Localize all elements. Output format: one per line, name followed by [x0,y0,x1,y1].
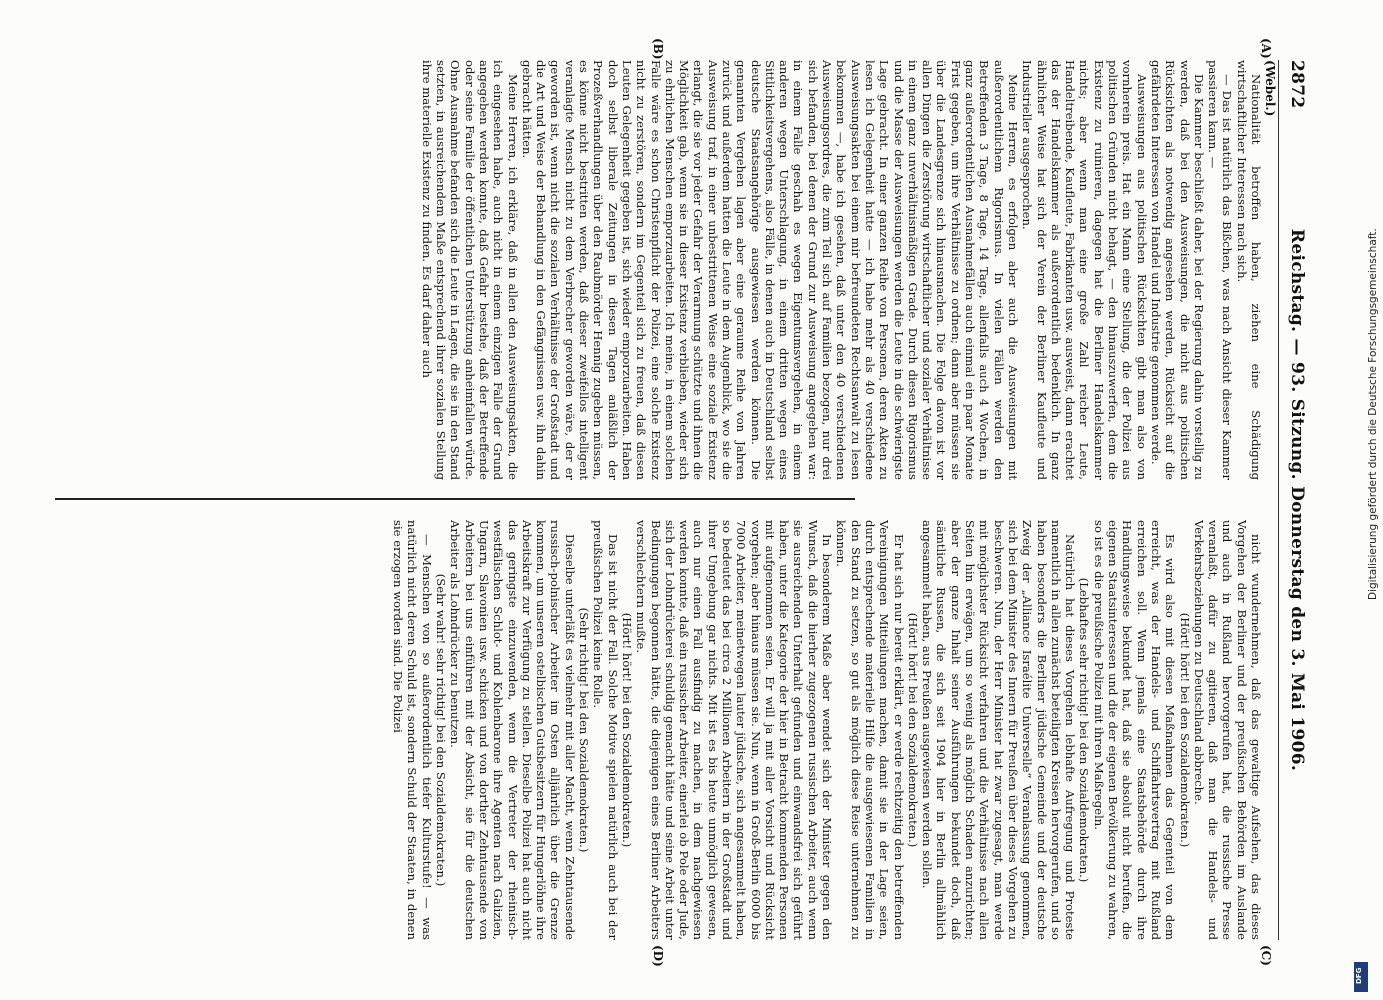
paragraph: — Menschen von so außerordentlich tiefer Kulturstufe! — was natürlich nicht deren Schuld ist, sondern Schuld der Staaten, in denen sie erzogen worden sind. Die Polizei [391,520,434,940]
page-number: 2872 [1287,60,1307,109]
paragraph: Natürlich hat dieses Vorgehen lebhafte Aufregung und Proteste namentlich in allen zunächst beteiligten Kreisen hervorgerufen, und so haben besonders die Berliner jüdische Gemeinde und der deutsche Zweig der „Alliance Israélite Universelle“ Veranlassung genommen, sich bei dem Minister des Innern für Preußen über dieses Vorgehen zu beschweren. Nun, der Herr Minister hat zwar zugesagt, man werde mit möglichster Rücksicht verfahren und die Verhältnisse nach allen Seiten hin erwägen, um so wenig als möglich Schaden anzurichten; aber der ganze Inhalt seiner Ausführungen bekundet doch, daß sämtliche Russen, die sich seit 1904 hier in Berlin allmählich angesammelt haben, aus Preußen ausgewiesen werden sollen. [920,520,1078,940]
dfg-logo [1354,962,1368,992]
paragraph: Meine Herren, ich erkläre, daß in allen den Ausweisungsakten, die ich eingesehen habe, auch nicht in einem einzigen Falle der Grund angegeben werden konnte, daß Gefahr bestehe, daß der Betreffende oder seine Familie der öffentlichen Unterstützung anheimfallen würde. Ohne Ausnahme befanden sich die Leute in Lagen, die sie in den Stand setzten, in ausreichendem Maße entsprechend ihrer sozialen Stellung ihre materielle Existenz zu finden. Es darf daher auch [419,60,520,480]
paragraph: Dieselbe unterläßt es vielmehr mit aller Macht, wenn Zehntausende russisch-polnischer Arbeiter im Osten alljährlich über die Grenze kommen, um unseren ostelbischen Gutsbesitzern für Hungerlöhne ihre Arbeitskraft zur Verfügung zu stellen. Dieselbe Polizei hat auch nicht das geringste einzuwenden, wenn die Vertreter der rheinisch-westfälischen Schlot- und Kohlenbarone ihre Agenten nach Galizien, Ungarn, Slavonien usw. schicken und von dorther Zehntausende von Arbeitern bei uns einführen mit der Absicht, sie für die deutschen Arbeiter als Lohndrücker zu benutzen. [448,520,577,940]
interjection: (Hört! hört! bei den Sozialdemokraten.) [619,612,634,848]
paragraph: Er hat sich nur bereit erklärt, er werde rechtzeitig den betreffenden Vereinigungen Mitteilungen machen, damit sie in der Lage seien, durch entsprechende materielle Hilfe die ausgewiesenen Familien in den Stand zu setzen, so gut als möglich diese Reise unternehmen zu können. [834,520,906,940]
paragraph: Ausweisungen aus politischen Rücksichten gibt man also von vornherein preis. Hat ein Mann eine Stellung, die der Polizei aus politischen Gründen nicht behagt, — den hinauszuwerfen, dem die Existenz zu ruinieren, dagegen hat die Berliner Handelskammer nichts; aber wenn man eine große Zahl reicher Leute, Handeltreibende, Kaufleute, Fabrikanten usw. ausweist, dann erachtet das der Handelskammer als außerordentlich bedenklich. In ganz ähnlicher Weise hat sich der Verein der Berliner Kaufleute und Industrieller ausgesprochen. [1020,60,1149,480]
digitization-note [1345,0,1379,1000]
interjection: (Sehr richtig! bei den Sozialdemokraten.) [577,607,592,853]
interjection: (Sehr wahr! sehr richtig! bei den Sozialdemokraten.) [434,573,449,887]
margin-marker-a: (A) [1259,38,1273,59]
margin-marker-d: (D) [651,945,665,967]
interjection: (Lebhaftes sehr richtig! bei den Sozialdemokraten.) [1077,577,1092,883]
running-head: Reichstag. — 93. Sitzung. Donnerstag den 3. Mai 1906. [1287,228,1307,772]
paragraph: nicht wundernehmen, daß das gewaltige Aufsehen, das dieses Vorgehen der Berliner und der preußischen Behörden im Auslande und auch in Rußland hervorgerufen hat, die russische Presse veranlaßt, dafür zu agitieren, daß man die Handels- und Verkehrsbeziehungen zu Deutschland abbreche. [1191,520,1263,940]
header-rule [1278,60,1279,940]
column-divider [55,498,855,500]
paragraph: — Das ist natürlich das Bißchen, was nach Ansicht dieser Kammer passieren kann. — [1206,60,1235,480]
speaker-name: (Webel.) [1263,60,1277,117]
page-header [1281,60,1307,940]
interjection: (Hört! hört! bei den Sozialdemokraten.) [1177,612,1192,848]
paragraph: Es wird also mit diesen Maßnahmen das Gegenteil von dem erreicht, was der Handels- und Schiffahrtsvertrag mit Rußland erreichen soll. Wenn jemals eine Staatsbehörde durch ihre Handlungsweise bekundet hat, daß sie absolut nicht berufen, die eigenen Staatsinteressen und die der eigenen Bevölkerung zu wahren, so ist es die preußische Polizei mit ihren Maßregeln. [1091,520,1178,940]
paragraph: Das ist nicht der Fall. Solche Motive spielen natürlich auch bei der preußischen Polizei keine Rolle. [591,520,620,940]
margin-marker-c: (C) [1259,945,1273,966]
paragraph: In besonderem Maße aber wendet sich der Minister gegen den Wunsch, daß die hierher zugezogenen russischen Arbeiter, auch wenn sie ausreichenden Unterhalt gefunden und einwandsfrei sich geführt haben, unter die Kategorie der hier in Betracht kommenden Personen mit aufgenommen seien. Er will ja mit aller Vorsicht und Rücksicht vorgehen; aber hinaus müssen sie. Nun, wenn in Groß-Berlin 6000 bis 7000 Arbeiter, meinetwegen lauter jüdische, sich angesammelt haben, so bedeutet das bei circa 2 Millionen Arbeitern in der Großstadt und ihrer Umgebung gar nichts. Mit ist es bis heute unmöglich gewesen, auch nur einen Fall ausfindig zu machen, in dem nachgewiesen werden konnte, daß ein russischer Arbeiter, einerlei ob Pole oder Jude, sich der Lohndrückerei schuldig gemacht hätte und seine Arbeit unter Bedingungen begonnen hätte, die diejenigen eines Berliner Arbeiters verschlechtern mußte. [634,520,835,940]
quoted-resolution: Die Kammer beschließt daher, bei der Regierung dahin vorstellig zu werden, daß bei den Ausweisungen, die nicht aus politischen Rücksichten als notwendig angesehen werden, Rücksicht auf die gefährdeten Interessen von Handel und Industrie genommen werde. [1148,60,1206,480]
right-text-column [53,520,1263,940]
paragraph: Meine Herren, es erfolgen aber auch die Ausweisungen mit außerordentlichem Rigorismus. In vielen Fällen werden den Betreffenden 3 Tage, 8 Tage, 14 Tage, allenfalls auch 4 Wochen, in ganz außerordentlichen Ausnahmefällen auch einmal ein paar Monate Frist gegeben, um ihre Verhältnisse zu ordnen; dann aber müssen sie über die Landesgrenze sich hinausmachen. Die Folge davon ist vor allen Dingen die Zerstörung wirtschaftlicher und sozialer Verhältnisse in einem ganz unverhältnismäßigen Grade. Durch diesen Rigorismus und die Masse der Ausweisungen werden die Leute in die schwierigste Lage gebracht. In einer ganzen Reihe von Personen, deren Akten zu lesen ich Gelegenheit hatte — ich habe mehr als 40 verschiedene Ausweisungsakten bei einem mir befreundeten Rechtsanwalt zu lesen bekommen —, habe ich gesehen, daß unter den 40 verschiedenen Ausweisungsordres, die zum Teil sich auf Familien bezogen, nur drei sich befanden, bei denen der Grund zur Ausweisung angegeben war: in einem Falle geschah es wegen Eigentumsvergehen, in einem anderen wegen Unterschlagung, in einem dritten wegen eines Sittlichkeitsvergehens, also Fälle, in denen auch in Deutschland selbst deutsche Staatsangehörige ausgewiesen werden können. Die genannten Vergehen lagen aber eine geraume Reihe von Jahren zurück und außerdem hatten die Leute in dem Augenblick, wo sie die Ausweisung traf, in einer unbestrittenen Weise eine soziale Existenz erlangt, die sie vor jeder Gefahr der Verarmung schützte und ihnen die Möglichkeit gab, wenn sie in dieser Existenz verblieben, wieder sich zu ehrlichen Menschen emporzuarbeiten. Ich meine, in einem solchen Falle wäre es schon Christenpflicht der Polizei, eine solche Existenz nicht zu zerstören, sondern im Gegenteil sich zu freuen, daß diesen Leuten Gelegenheit gegeben ist, sich wieder emporzuarbeiten. Haben doch selbst liberale Zeitungen in diesen Tagen anläßlich der Prozeßverhandlungen über den Raubmörder Hennig zugeben müssen, es könne nicht bestritten werden, daß dieser zweifellos intelligent veranlagte Mensch nicht zu dem Verbrecher geworden wäre, der er geworden ist, wenn nicht die sozialen Verhältnisse der Großstadt und die Art und Weise der Behandlung in den Gefängnissen usw. ihn dahin gebracht hätten. [519,60,1020,480]
paragraph: Nationalität betroffen haben, ziehen eine Schädigung wirtschaftlicher Interessen nach sich. [1234,60,1263,480]
dfg-logo-text: DFG [1355,967,1363,984]
interjection: (Hört! hört! bei den Sozialdemokraten.) [905,612,920,848]
digitization-text: Digitalisierung gefördert durch die Deutsche Forschungsgemeinschaft. [1367,228,1379,600]
margin-marker-b: (B) [651,38,665,60]
left-text-column [53,60,1263,480]
